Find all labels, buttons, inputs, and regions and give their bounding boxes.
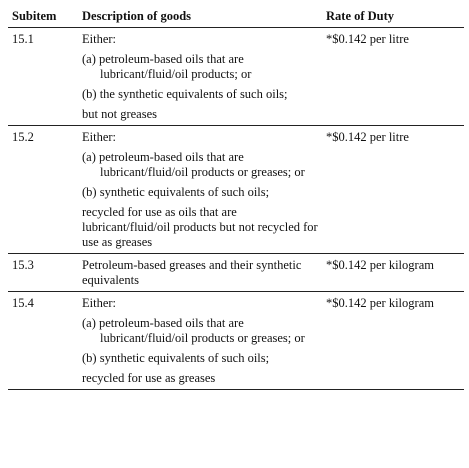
description-line: Either: (82, 32, 117, 46)
table-header-row (8, 6, 464, 28)
description-cell (78, 126, 322, 254)
description-cell (78, 292, 322, 390)
description-cell (78, 28, 322, 126)
rate-cell: *$0.142 per kilogram (322, 292, 464, 390)
table-row (8, 292, 464, 390)
subitem-cell: 15.3 (8, 254, 78, 292)
header-rate: Rate of Duty (322, 6, 464, 28)
description-line: Either: (82, 130, 117, 144)
description-line: but not greases (82, 107, 157, 121)
subitem-cell: 15.2 (8, 126, 78, 254)
subitem-cell: 15.4 (8, 292, 78, 390)
table-row (8, 28, 464, 126)
header-subitem: Subitem (8, 6, 78, 28)
description-paragraph: (a) petroleum-based oils that are lubricant/fluid/oil products; or (82, 52, 252, 81)
description-cell (78, 254, 322, 292)
table-row (8, 254, 464, 292)
description-paragraph: (a) petroleum-based oils that are lubricant/fluid/oil products or greases; or (82, 150, 305, 179)
description-paragraph: (a) petroleum-based oils that are lubricant/fluid/oil products or greases; or (82, 316, 305, 345)
description-line: recycled for use as greases (82, 371, 216, 385)
description-paragraph: (b) the synthetic equivalents of such oils; (82, 87, 288, 101)
duty-rate-table (8, 6, 464, 390)
description-line: Petroleum-based greases and their synthetic equivalents (82, 258, 302, 287)
rate-cell: *$0.142 per kilogram (322, 254, 464, 292)
rate-cell: *$0.142 per litre (322, 126, 464, 254)
description-line: recycled for use as oils that are lubricant/fluid/oil products but not recycled for use as greases (82, 205, 318, 249)
rate-cell: *$0.142 per litre (322, 28, 464, 126)
header-description: Description of goods (78, 6, 322, 28)
description-paragraph: (b) synthetic equivalents of such oils; (82, 185, 270, 199)
subitem-cell: 15.1 (8, 28, 78, 126)
description-paragraph: (b) synthetic equivalents of such oils; (82, 351, 270, 365)
table-row (8, 126, 464, 254)
description-line: Either: (82, 296, 117, 310)
table-body (8, 28, 464, 390)
